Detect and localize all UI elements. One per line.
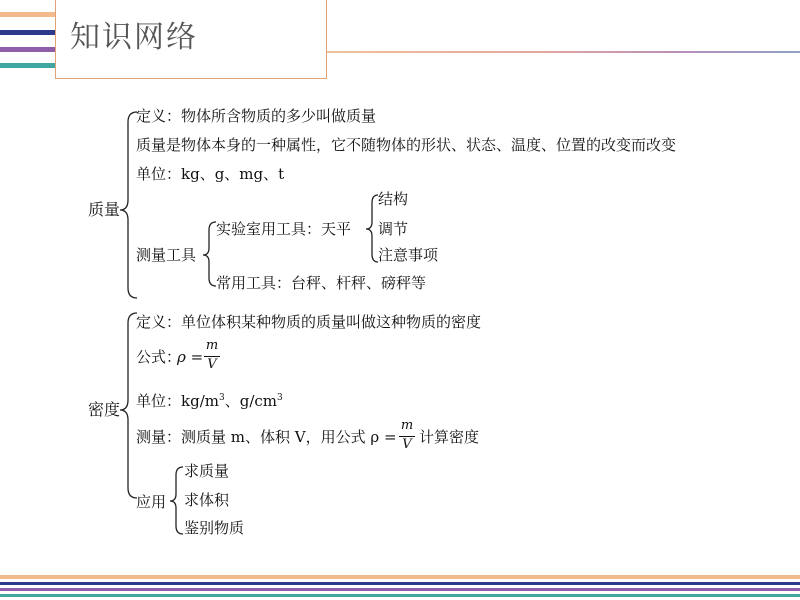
formula-lhs: ρ = <box>177 348 204 366</box>
slide-title: 知识网络 <box>70 20 198 55</box>
application-item: 求体积 <box>184 491 230 509</box>
density-label: 密度 <box>88 400 121 419</box>
balance-step-adjust: 调节 <box>378 220 409 238</box>
common-tools: 常用工具：台秤、杆秤、磅秤等 <box>216 274 427 292</box>
application-item: 鉴别物质 <box>184 519 245 537</box>
mass-label: 质量 <box>88 200 121 219</box>
application-label: 应用 <box>136 493 167 511</box>
application-brace <box>170 467 183 534</box>
mass-brace <box>120 112 137 298</box>
balance-brace <box>366 195 378 262</box>
measure-brace <box>203 222 216 286</box>
density-unit <box>136 389 283 410</box>
measure-denominator: V <box>402 437 412 452</box>
unit-sup-1: 3 <box>218 393 225 403</box>
unit-text-1: 单位：kg/m <box>136 392 219 410</box>
formula-denominator: V <box>207 357 217 372</box>
measure-numerator: m <box>400 418 414 433</box>
density-measure: 测量：测质量 m、体积 V，用公式 ρ = <box>136 428 397 446</box>
measure-tool-label: 测量工具 <box>136 246 197 264</box>
application-item: 求质量 <box>184 462 230 480</box>
formula-prefix: 公式： <box>136 348 182 366</box>
density-brace <box>120 313 137 498</box>
balance-step-notes: 注意事项 <box>378 246 439 264</box>
formula-numerator: m <box>205 338 219 353</box>
mass-definition: 定义：物体所含物质的多少叫做质量 <box>136 107 377 125</box>
footer-stripe-teal <box>0 594 800 597</box>
measure-suffix: 计算密度 <box>419 428 480 446</box>
footer-stripe-navy <box>0 582 800 585</box>
mass-property: 质量是物体本身的一种属性，它不随物体的形状、状态、温度、位置的改变而改变 <box>136 136 677 154</box>
mass-unit: 单位：kg、g、mg、t <box>136 165 285 183</box>
balance-step-structure: 结构 <box>378 190 409 208</box>
footer-stripe-orange <box>0 575 800 579</box>
unit-sup-2: 3 <box>277 393 283 403</box>
unit-text-2: 、g/cm <box>224 392 277 410</box>
footer-stripe-purple <box>0 588 800 591</box>
density-definition: 定义：单位体积某种物质的质量叫做这种物质的密度 <box>136 313 482 331</box>
lab-tool: 实验室用工具：天平 <box>216 220 352 238</box>
